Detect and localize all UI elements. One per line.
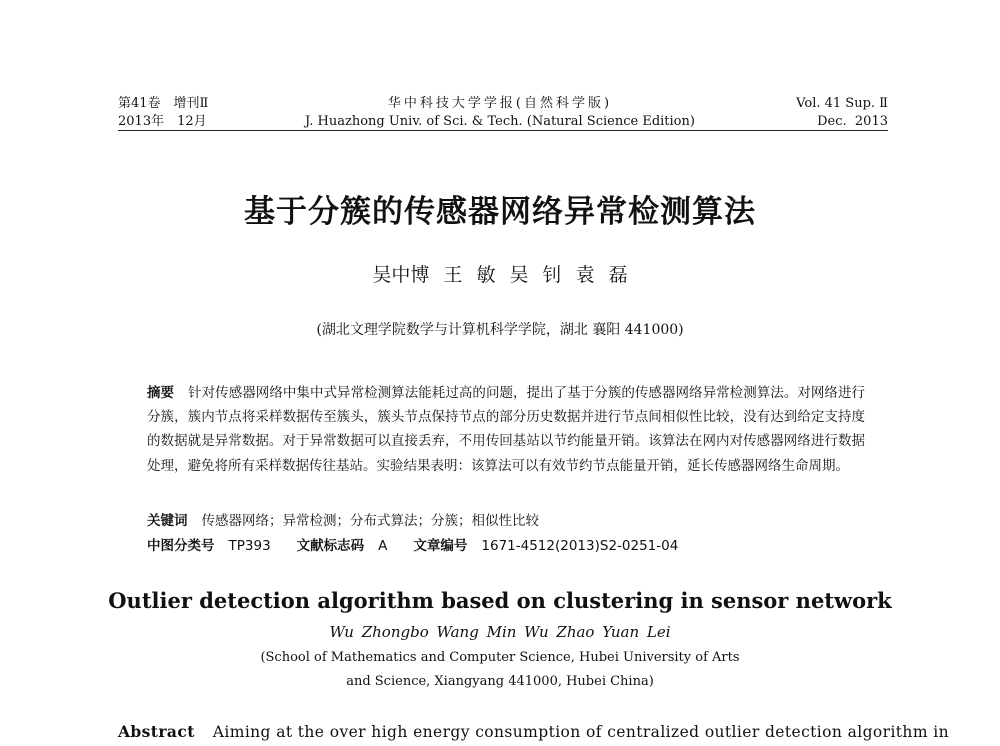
abstract-cn — [147, 381, 865, 478]
journal-name-cn: 华中科技大学学报(自然科学版) — [387, 96, 613, 111]
abstract-body-en: Aiming at the over high energy consumption of centralized outlier detection algorithm in — [212, 723, 949, 741]
journal-name-en: J. Huazhong Univ. of Sci. & Tech. (Natural Science Edition) — [305, 114, 695, 129]
abstract-label-cn: 摘要 — [147, 385, 175, 401]
article-no-label: 文章编号 — [413, 538, 468, 554]
volume-en: Vol. 41 Sup. Ⅱ — [796, 96, 888, 111]
paper-title-en: Outlier detection algorithm based on clustering in sensor network — [108, 588, 892, 613]
keywords-cn — [147, 509, 539, 529]
affiliation-en-line1: (School of Mathematics and Computer Science, Hubei University of Arts — [260, 650, 740, 665]
doc-code-label: 文献标志码 — [296, 538, 365, 554]
volume-issue: 第41卷 增刊Ⅱ — [118, 96, 209, 111]
abstract-body-cn: 针对传感器网络中集中式异常检测算法能耗过高的问题，提出了基于分簇的传感器网络异常检测算法。对网络进行分簇，簇内节点将采样数据传至簇头，簇头节点保持节点的部分历史数据并进行节点间相似性比较，没有达到给定支持度的数据就是异常数据。对于异常数据可以直接丢弃，不用传回基站以节约能量开销。该算法在网内对传感器网络进行数据处理，避免将所有采样数据传往基站。实验结果表明：该算法可以有效节约节点能量开销，延长传感器网络生命周期。 — [147, 385, 866, 474]
header-divider — [118, 130, 888, 131]
abstract-label-en: Abstract — [118, 722, 195, 741]
keywords-value-cn: 传感器网络；异常检测；分布式算法；分簇；相似性比较 — [201, 513, 539, 529]
affiliation-cn: (湖北文理学院数学与计算机科学学院，湖北 襄阳 441000) — [316, 322, 684, 338]
affiliation-en-line2: and Science, Xiangyang 441000, Hubei China) — [346, 674, 654, 689]
keywords-label-cn: 关键词 — [147, 513, 188, 529]
authors-en: Wu Zhongbo Wang Min Wu Zhao Yuan Lei — [329, 623, 671, 641]
doc-code-value: A — [378, 538, 388, 554]
authors-cn: 吴中博 王 敏 吴 钊 袁 磊 — [372, 264, 628, 286]
paper-title-cn: 基于分簇的传感器网络异常检测算法 — [244, 194, 756, 230]
abstract-en — [118, 722, 949, 741]
classification-line — [147, 534, 678, 554]
article-no-value: 1671-4512(2013)S2-0251-04 — [481, 538, 679, 554]
publication-date-cn: 2013年 12月 — [118, 114, 207, 129]
clc-label: 中图分类号 — [147, 538, 215, 554]
publication-date-en: Dec. 2013 — [817, 114, 888, 129]
clc-value: TP393 — [228, 538, 271, 554]
